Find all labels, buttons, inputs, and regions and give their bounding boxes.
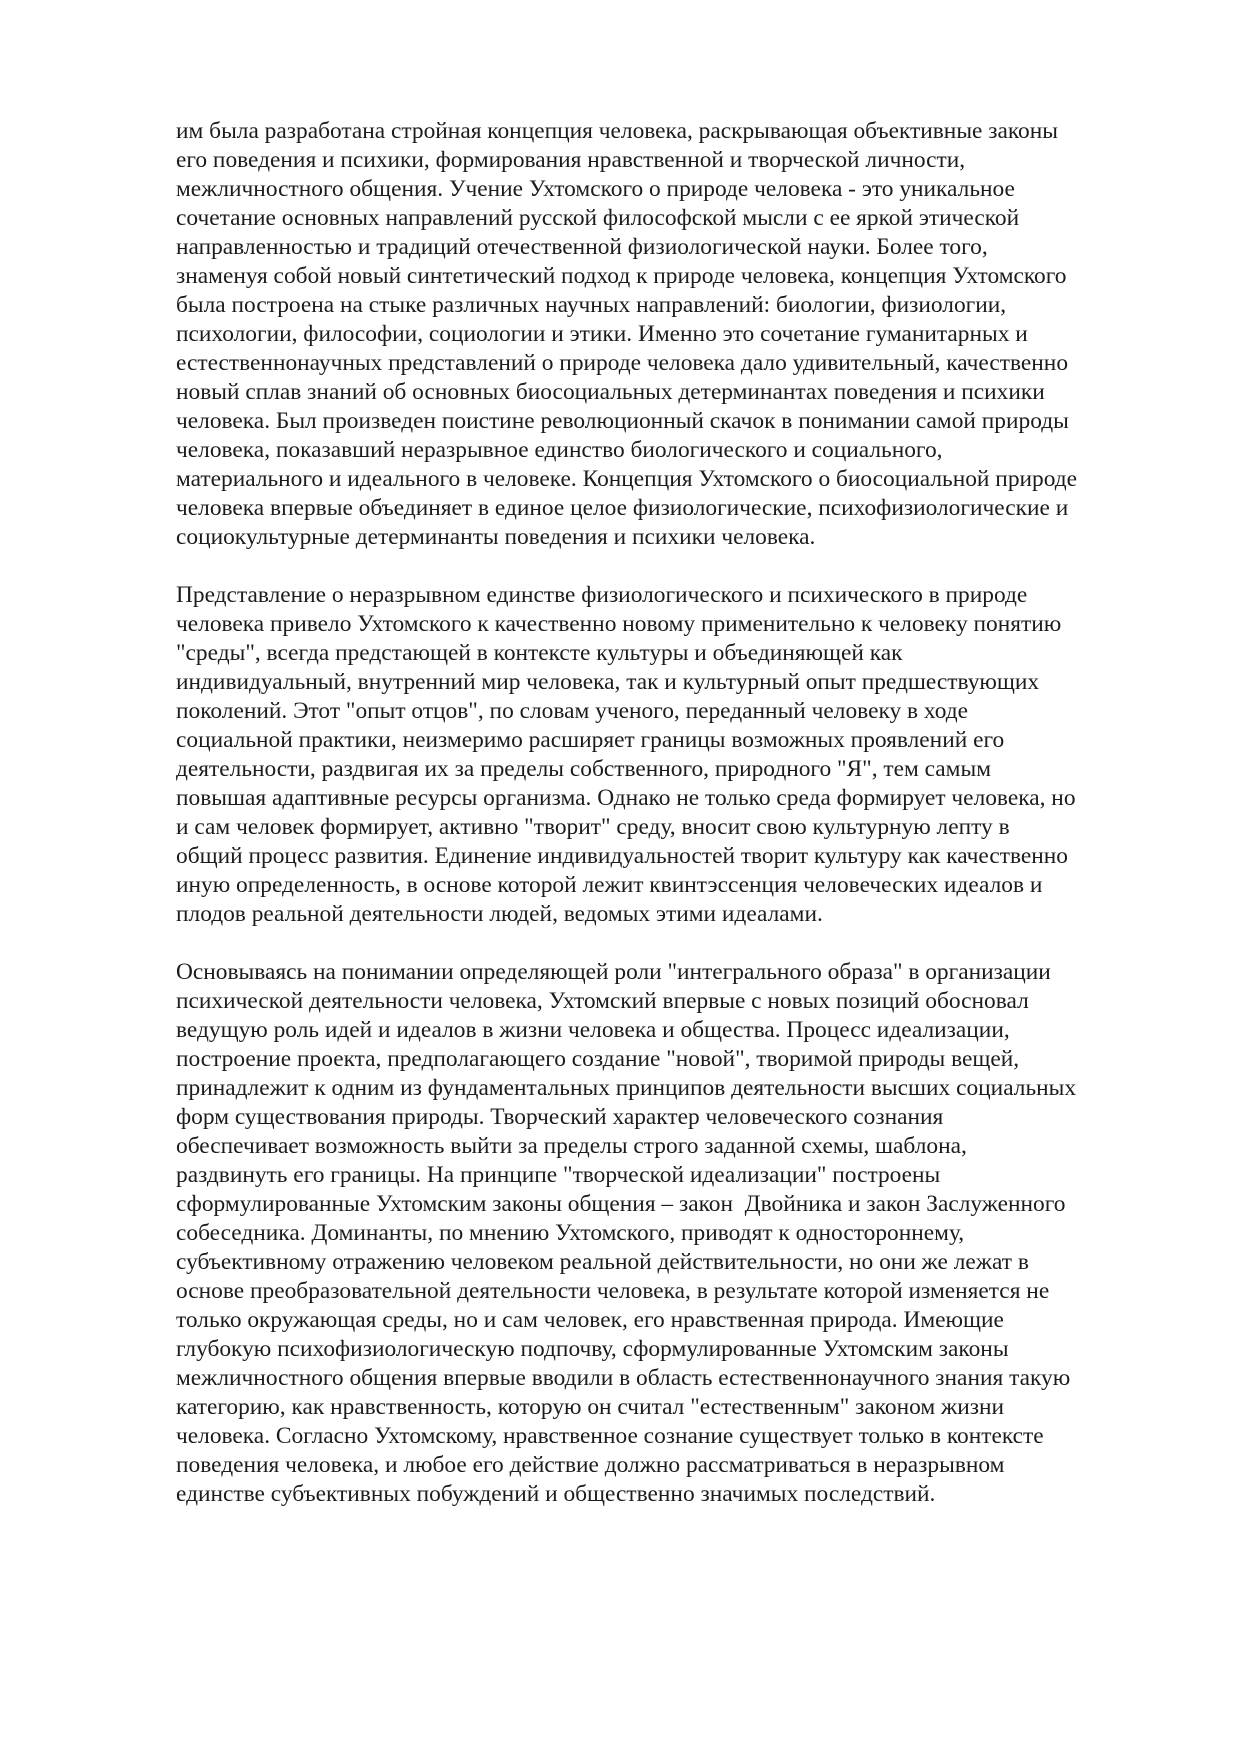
text-line: человека. Был произведен поистине революционный скачок в понимании самой природы — [176, 408, 1069, 434]
text-line: собеседника. Доминанты, по мнению Ухтомского, приводят к одностороннему, — [176, 1220, 965, 1246]
text-line: Представление о неразрывном единстве физиологического и психического в природе — [176, 582, 1028, 608]
text-line: раздвинуть его границы. На принципе "творческой идеализации" построены — [176, 1162, 941, 1188]
text-line: поколений. Этот "опыт отцов", по словам ученого, переданный человеку в ходе — [176, 698, 969, 724]
paragraph — [176, 958, 1166, 1509]
text-line: была построена на стыке различных научных направлений: биологии, физиологии, — [176, 292, 1007, 318]
text-line: построение проекта, предполагающего создание "новой", творимой природы вещей, — [176, 1046, 1020, 1072]
text-line: человека, показавший неразрывное единство биологического и социального, — [176, 437, 943, 463]
text-line: человека привело Ухтомского к качественно новому применительно к человеку понятию — [176, 611, 1062, 637]
text-line: психологии, философии, социологии и этики. Именно это сочетание гуманитарных и — [176, 321, 1028, 347]
paragraph — [176, 117, 1166, 552]
text-line: человека впервые объединяет в единое целое физиологические, психофизиологические и — [176, 495, 1069, 521]
text-line: только окружающая среды, но и сам человек, его нравственная природа. Имеющие — [176, 1307, 1004, 1333]
text-line: плодов реальной деятельности людей, ведомых этими идеалами. — [176, 901, 823, 927]
text-line: его поведения и психики, формирования нравственной и творческой личности, — [176, 147, 966, 173]
text-line: межличностного общения впервые вводили в область естественнонаучного знания такую — [176, 1365, 1071, 1391]
text-line: Основываясь на понимании определяющей роли "интегрального образа" в организации — [176, 959, 1051, 985]
text-line: сформулированные Ухтомским законы общения – закон Двойника и закон Заслуженного — [176, 1191, 1066, 1217]
text-line: принадлежит к одним из фундаментальных принципов деятельности высших социальных — [176, 1075, 1077, 1101]
text-line: человека. Согласно Ухтомскому, нравственное сознание существует только в контексте — [176, 1423, 1044, 1449]
text-line: индивидуальный, внутренний мир человека, так и культурный опыт предшествующих — [176, 669, 1040, 695]
text-line: материального и идеального в человеке. Концепция Ухтомского о биосоциальной природе — [176, 466, 1078, 492]
text-line: субъективному отражению человеком реальной действительности, но они же лежат в — [176, 1249, 1029, 1275]
text-line: повышая адаптивные ресурсы организма. Однако не только среда формирует человека, но — [176, 785, 1076, 811]
text-line: им была разработана стройная концепция человека, раскрывающая объективные законы — [176, 118, 1058, 144]
document-body — [176, 117, 1166, 1538]
text-line: единстве субъективных побуждений и общественно значимых последствий. — [176, 1481, 936, 1507]
text-line: "среды", всегда предстающей в контексте культуры и объединяющей как — [176, 640, 903, 666]
text-line: иную определенность, в основе которой лежит квинтэссенция человеческих идеалов и — [176, 872, 1043, 898]
text-line: деятельности, раздвигая их за пределы собственного, природного "Я", тем самым — [176, 756, 992, 782]
text-line: и сам человек формирует, активно "творит" среду, вносит свою культурную лепту в — [176, 814, 1010, 840]
paragraph — [176, 581, 1166, 929]
text-line: глубокую психофизиологическую подпочву, сформулированные Ухтомским законы — [176, 1336, 1009, 1362]
text-line: сочетание основных направлений русской философской мысли с ее яркой этической — [176, 205, 1020, 231]
text-line: знаменуя собой новый синтетический подход к природе человека, концепция Ухтомского — [176, 263, 1067, 289]
text-line: направленностью и традиций отечественной физиологической науки. Более того, — [176, 234, 988, 260]
text-line: новый сплав знаний об основных биосоциальных детерминантах поведения и психики — [176, 379, 1045, 405]
text-line: форм существования природы. Творческий характер человеческого сознания — [176, 1104, 944, 1130]
text-line: социокультурные детерминанты поведения и психики человека. — [176, 524, 816, 550]
text-line: естественнонаучных представлений о природе человека дало удивительный, качественно — [176, 350, 1069, 376]
text-line: общий процесс развития. Единение индивидуальностей творит культуру как качественно — [176, 843, 1068, 869]
text-line: социальной практики, неизмеримо расширяет границы возможных проявлений его — [176, 727, 1005, 753]
text-line: обеспечивает возможность выйти за пределы строго заданной схемы, шаблона, — [176, 1133, 967, 1159]
text-line: основе преобразовательной деятельности человека, в результате которой изменяется не — [176, 1278, 1050, 1304]
text-line: поведения человека, и любое его действие должно рассматриваться в неразрывном — [176, 1452, 1005, 1478]
text-line: ведущую роль идей и идеалов в жизни человека и общества. Процесс идеализации, — [176, 1017, 1010, 1043]
text-line: межличностного общения. Учение Ухтомского о природе человека - это уникальное — [176, 176, 1015, 202]
text-line: категорию, как нравственность, которую он считал "естественным" законом жизни — [176, 1394, 1004, 1420]
text-line: психической деятельности человека, Ухтомский впервые с новых позиций обосновал — [176, 988, 1029, 1014]
